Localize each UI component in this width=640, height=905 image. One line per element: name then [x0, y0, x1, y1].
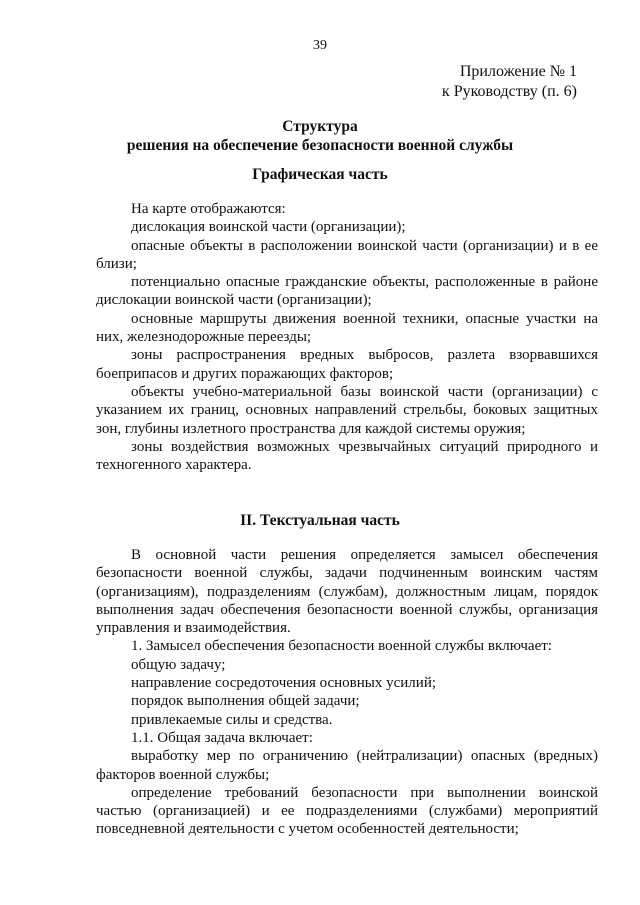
paragraph: зоны распространения вредных выбросов, разлета взорвавшихся боеприпасов и других поражающих факторов;	[96, 347, 598, 382]
section-2-body	[96, 546, 598, 839]
page-number: 39	[313, 38, 327, 53]
annex-line-1: Приложение № 1	[459, 63, 577, 80]
paragraph: опасные объекты в расположении воинской части (организации) и в ее близи;	[96, 237, 598, 272]
paragraph: потенциально опасные гражданские объекты, расположенные в районе дислокации воинской части (организации);	[96, 274, 598, 309]
paragraph: общую задачу;	[131, 656, 226, 673]
paragraph: определение требований безопасности при выполнении воинской частью (организацией) и ее подразделениями (службами) мероприятий повседневной деятельности с учетом особенностей деятельности;	[96, 784, 598, 838]
section-2-heading: II. Текстуальная часть	[240, 512, 400, 529]
paragraph: зоны воздействия возможных чрезвычайных ситуаций природного и техногенного характера.	[96, 438, 598, 474]
paragraph: порядок выполнения общей задачи;	[131, 693, 360, 710]
paragraph: основные маршруты движения военной техники, опасные участки на них, железнодорожные переезды;	[96, 310, 598, 346]
section-1-body	[96, 200, 598, 474]
paragraph: В основной части решения определяется замысел обеспечения безопасности военной службы, задачи подчиненным воинским частям (организациям), подразделениям (службам), должностным лицам, порядок выполнения задач обеспечения безопасности военной службы, организация управления и взаимодействия.	[96, 547, 598, 637]
section-1-heading: Графическая часть	[252, 166, 388, 183]
paragraph: направление сосредоточения основных усилий;	[131, 675, 437, 692]
annex-line-2: к Руководству (п. 6)	[441, 83, 577, 100]
annex-reference	[442, 62, 577, 102]
title-line-2: решения на обеспечение безопасности военной службы	[126, 137, 514, 154]
paragraph: привлекаемые силы и средства.	[131, 711, 333, 728]
document-title	[0, 117, 640, 155]
paragraph: 1.1. Общая задача включает:	[131, 729, 313, 746]
title-line-1: Структура	[282, 118, 358, 135]
paragraph: объекты учебно-материальной базы воинской части (организации) с указанием их границ, основных направлений стрельбы, боковых защитных зон, глубины излетного пространства для каждой системы оружия;	[96, 383, 598, 437]
paragraph: На карте отображаются:	[131, 201, 286, 217]
paragraph: дислокация воинской части (организации);	[131, 219, 406, 236]
paragraph: выработку мер по ограничению (нейтрализации) опасных (вредных) факторов военной службы;	[96, 748, 598, 783]
paragraph: 1. Замысел обеспечения безопасности военной службы включает:	[131, 638, 552, 655]
